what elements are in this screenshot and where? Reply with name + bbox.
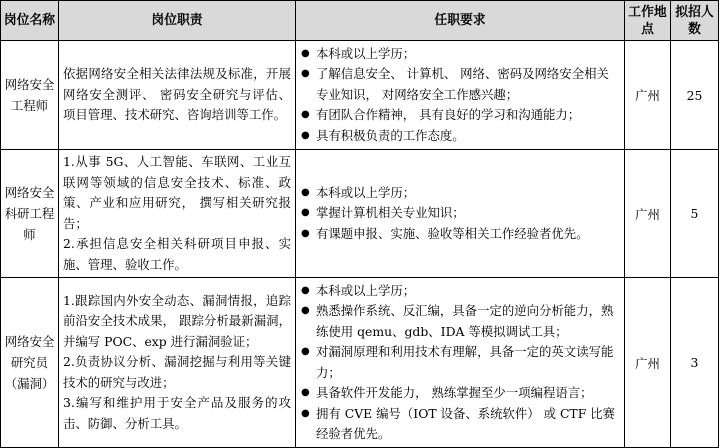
job-title-cell: 网络安全研究员（漏洞）	[1, 278, 59, 448]
duty-cell	[59, 150, 296, 278]
requirement-list	[299, 281, 620, 445]
duty-line: 依据网络安全相关法律法规及标准，开展网络安全测评、 密码安全研究与评估、 项目管理、技术研究、咨询培训等工作。	[63, 66, 291, 123]
requirement-item: ● 熟悉操作系统、反汇编，具备一定的逆向分析能力，熟练使用 qemu、gdb、IDA 等模拟调试工具；	[299, 301, 620, 342]
table-row	[1, 150, 719, 278]
location-cell: 广州	[625, 41, 671, 150]
table-row	[1, 278, 719, 448]
requirement-item: ● 具有积极负责的工作态度。	[299, 126, 620, 147]
duty-line: 1.从事 5G、人工智能、车联网、工业互联网等领域的信息安全技术、标准、政策、产业和应用研究， 撰写相关研究报告；	[63, 154, 291, 231]
count-cell: 5	[671, 150, 719, 278]
duty-line: 2.承担信息安全相关科研项目申报、实施、管理、验收工作。	[63, 236, 291, 272]
location-cell: 广州	[625, 150, 671, 278]
header-count: 拟招人数	[671, 1, 719, 41]
requirement-item: ● 掌握计算机相关专业知识；	[299, 203, 620, 224]
requirement-item: ● 本科或以上学历；	[299, 44, 620, 65]
header-title: 岗位名称	[1, 1, 59, 41]
header-row	[1, 1, 719, 41]
requirement-item: ● 对漏洞原理和利用技术有理解，具备一定的英文读写能力；	[299, 342, 620, 383]
requirement-item: ● 拥有 CVE 编号（IOT 设备、系统软件） 或 CTF 比赛经验者优先。	[299, 404, 620, 445]
requirement-item: ● 具备软件开发能力， 熟练掌握至少一项编程语言；	[299, 383, 620, 404]
count-cell: 25	[671, 41, 719, 150]
requirement-item: ● 本科或以上学历；	[299, 183, 620, 204]
requirement-cell	[296, 41, 625, 150]
header-location: 工作地点	[625, 1, 671, 41]
duty-line: 1.跟踪国内外安全动态、漏洞情报，追踪前沿安全技术成果， 跟踪分析最新漏洞， 并编写 POC、exp 进行漏洞验证；	[63, 292, 291, 349]
job-title-cell: 网络安全科研工程师	[1, 150, 59, 278]
count-cell: 3	[671, 278, 719, 448]
requirement-cell	[296, 150, 625, 278]
header-requirement: 任职要求	[296, 1, 625, 41]
requirement-list	[299, 183, 620, 245]
duty-line: 3.编写和维护用于安全产品及服务的攻击、防御、分析工具。	[63, 395, 291, 431]
requirement-item: ● 有团队合作精神， 具有良好的学习和沟通能力；	[299, 105, 620, 126]
requirement-item: ● 了解信息安全、 计算机、 网络、密码及网络安全相关专业知识， 对网络安全工作感兴趣；	[299, 64, 620, 105]
duty-cell	[59, 278, 296, 448]
requirement-item: ● 有课题申报、实施、验收等相关工作经验者优先。	[299, 224, 620, 245]
location-cell: 广州	[625, 278, 671, 448]
duty-cell	[59, 41, 296, 150]
duty-line: 2.负责协议分析、漏洞挖掘与利用等关键技术的研究与改进；	[63, 354, 291, 390]
requirement-item: ● 本科或以上学历；	[299, 281, 620, 302]
job-title-cell: 网络安全工程师	[1, 41, 59, 150]
requirement-list	[299, 44, 620, 147]
requirement-cell	[296, 278, 625, 448]
table-row	[1, 41, 719, 150]
header-duty: 岗位职责	[59, 1, 296, 41]
